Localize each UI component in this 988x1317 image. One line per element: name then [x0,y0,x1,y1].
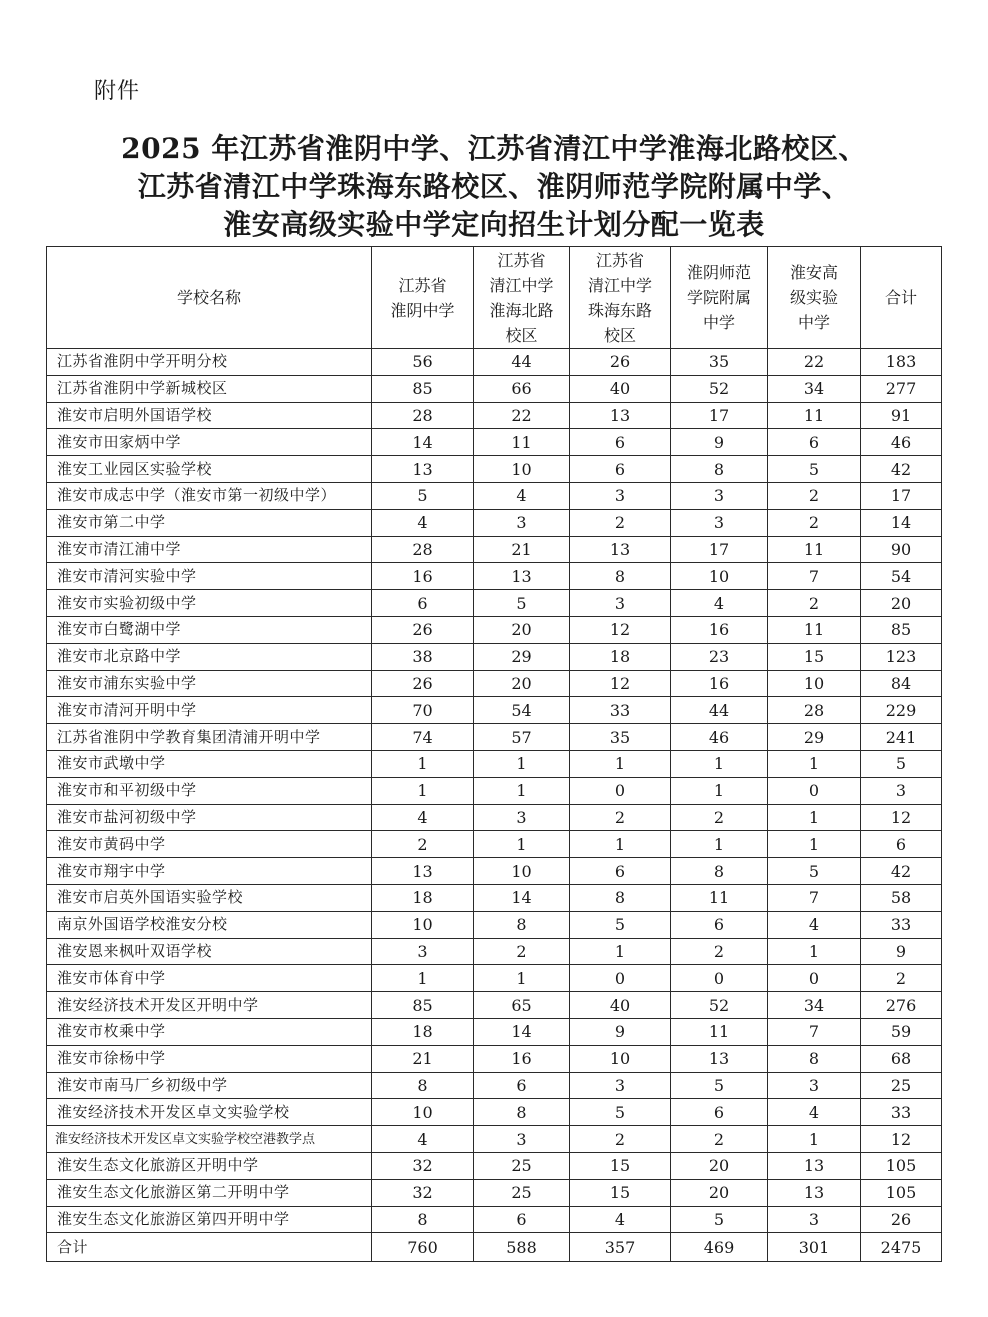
quota-cell: 3 [671,482,768,509]
total-label-cell: 合计 [47,1233,372,1262]
table-row [47,858,942,885]
quota-cell: 21 [372,1045,474,1072]
quota-cell: 57 [474,724,570,751]
quota-cell: 13 [474,563,570,590]
quota-cell: 1 [671,777,768,804]
quota-cell: 35 [570,724,671,751]
quota-cell: 0 [570,777,671,804]
quota-cell: 44 [671,697,768,724]
table-row [47,1018,942,1045]
quota-cell: 11 [768,616,861,643]
quota-cell: 5 [372,482,474,509]
quota-cell: 10 [474,456,570,483]
quota-cell: 3 [474,509,570,536]
quota-cell: 8 [474,1099,570,1126]
quota-cell: 16 [671,616,768,643]
quota-cell: 70 [372,697,474,724]
quota-cell: 46 [671,724,768,751]
quota-cell: 17 [671,402,768,429]
quota-cell: 12 [861,1126,942,1153]
quota-cell: 32 [372,1152,474,1179]
quota-cell: 5 [570,911,671,938]
quota-cell: 42 [861,456,942,483]
quota-cell: 8 [372,1072,474,1099]
school-name-cell: 淮安市实验初级中学 [47,590,372,617]
quota-cell: 0 [768,965,861,992]
quota-cell: 17 [671,536,768,563]
quota-cell: 6 [671,1099,768,1126]
quota-cell: 229 [861,697,942,724]
quota-cell: 6 [570,456,671,483]
school-name-cell: 淮安市田家炳中学 [47,429,372,456]
quota-cell: 1 [474,777,570,804]
quota-cell: 18 [372,884,474,911]
quota-cell: 2 [474,938,570,965]
school-name-cell: 江苏省淮阴中学教育集团清浦开明中学 [47,724,372,751]
document-title [60,130,928,244]
quota-cell: 35 [671,349,768,376]
quota-cell: 90 [861,536,942,563]
quota-cell: 6 [570,429,671,456]
quota-cell: 13 [570,402,671,429]
quota-cell: 7 [768,563,861,590]
quota-cell: 66 [474,375,570,402]
quota-cell: 2 [570,509,671,536]
quota-cell: 2 [768,509,861,536]
school-name-cell: 淮安市盐河初级中学 [47,804,372,831]
quota-cell: 10 [570,1045,671,1072]
quota-cell: 0 [570,965,671,992]
quota-cell: 11 [671,1018,768,1045]
table-row [47,349,942,376]
table-row [47,965,942,992]
table-row [47,402,942,429]
school-name-cell: 淮安市黄码中学 [47,831,372,858]
school-name-cell: 淮安恩来枫叶双语学校 [47,938,372,965]
quota-cell: 91 [861,402,942,429]
school-name-cell: 淮安市清河开明中学 [47,697,372,724]
quota-cell: 8 [372,1206,474,1233]
school-name-cell: 淮安生态文化旅游区第二开明中学 [47,1179,372,1206]
quota-cell: 52 [671,375,768,402]
header-hynu-affiliated: 淮阴师范 学院附属 中学 [671,247,768,349]
quota-cell: 4 [570,1206,671,1233]
quota-cell: 28 [372,402,474,429]
table-row [47,1126,942,1153]
quota-cell: 14 [861,509,942,536]
quota-cell: 5 [861,750,942,777]
quota-cell: 52 [671,992,768,1019]
quota-cell: 5 [671,1072,768,1099]
school-name-cell: 淮安市和平初级中学 [47,777,372,804]
table-row [47,616,942,643]
school-name-cell: 淮安市徐杨中学 [47,1045,372,1072]
quota-cell: 25 [861,1072,942,1099]
quota-cell: 276 [861,992,942,1019]
quota-cell: 28 [372,536,474,563]
quota-cell: 14 [372,429,474,456]
school-name-cell: 淮安经济技术开发区卓文实验学校空港教学点 [47,1126,372,1153]
quota-cell: 34 [768,992,861,1019]
table-row [47,375,942,402]
quota-cell: 38 [372,643,474,670]
quota-cell: 8 [671,456,768,483]
quota-cell: 15 [570,1152,671,1179]
quota-cell: 14 [474,1018,570,1045]
header-huaiyin: 江苏省 淮阴中学 [372,247,474,349]
quota-cell: 22 [768,349,861,376]
quota-cell: 5 [474,590,570,617]
school-name-cell: 淮安市北京路中学 [47,643,372,670]
quota-cell: 3 [671,509,768,536]
quota-cell: 33 [570,697,671,724]
title-line-2: 江苏省清江中学珠海东路校区、淮阴师范学院附属中学、 [137,170,851,203]
quota-cell: 65 [474,992,570,1019]
quota-cell: 16 [372,563,474,590]
quota-cell: 6 [861,831,942,858]
quota-cell: 6 [474,1072,570,1099]
quota-cell: 9 [570,1018,671,1045]
quota-cell: 8 [570,884,671,911]
table-row [47,429,942,456]
quota-cell: 10 [671,563,768,590]
quota-cell: 1 [372,750,474,777]
quota-cell: 5 [671,1206,768,1233]
quota-cell: 20 [474,616,570,643]
school-name-cell: 南京外国语学校淮安分校 [47,911,372,938]
quota-cell: 4 [372,804,474,831]
quota-cell: 123 [861,643,942,670]
quota-cell: 2 [372,831,474,858]
quota-cell: 46 [861,429,942,456]
quota-cell: 33 [861,1099,942,1126]
quota-cell: 2 [768,482,861,509]
quota-cell: 20 [671,1152,768,1179]
quota-cell: 26 [570,349,671,376]
quota-cell: 1 [768,804,861,831]
quota-cell: 13 [372,858,474,885]
table-row [47,750,942,777]
quota-cell: 13 [768,1179,861,1206]
quota-cell: 26 [372,616,474,643]
attachment-label: 附件 [94,79,141,104]
quota-cell: 241 [861,724,942,751]
quota-cell: 2 [861,965,942,992]
total-value-cell: 357 [570,1233,671,1262]
quota-cell: 42 [861,858,942,885]
school-name-cell: 淮安市清江浦中学 [47,536,372,563]
quota-cell: 33 [861,911,942,938]
quota-cell: 1 [768,831,861,858]
quota-cell: 15 [570,1179,671,1206]
school-name-cell: 江苏省淮阴中学开明分校 [47,349,372,376]
total-value-cell: 760 [372,1233,474,1262]
quota-cell: 44 [474,349,570,376]
quota-cell: 3 [474,1126,570,1153]
header-school-name: 学校名称 [47,247,372,349]
table-body [47,349,942,1262]
quota-cell: 3 [768,1206,861,1233]
total-value-cell: 301 [768,1233,861,1262]
quota-cell: 20 [474,670,570,697]
quota-cell: 8 [570,563,671,590]
school-name-cell: 淮安市翔宇中学 [47,858,372,885]
quota-cell: 277 [861,375,942,402]
quota-cell: 10 [372,911,474,938]
quota-cell: 3 [372,938,474,965]
quota-cell: 8 [768,1045,861,1072]
school-name-cell: 淮安生态文化旅游区开明中学 [47,1152,372,1179]
quota-cell: 1 [768,938,861,965]
school-name-cell: 淮安市启明外国语学校 [47,402,372,429]
quota-cell: 11 [671,884,768,911]
quota-cell: 6 [474,1206,570,1233]
quota-cell: 6 [570,858,671,885]
quota-cell: 4 [474,482,570,509]
quota-cell: 1 [474,831,570,858]
table-row [47,670,942,697]
table-row [47,1099,942,1126]
table-row [47,643,942,670]
quota-cell: 8 [671,858,768,885]
quota-cell: 10 [372,1099,474,1126]
quota-cell: 12 [570,616,671,643]
quota-cell: 2 [671,804,768,831]
quota-cell: 2 [570,804,671,831]
quota-cell: 11 [768,536,861,563]
quota-cell: 5 [768,858,861,885]
quota-cell: 1 [570,938,671,965]
quota-cell: 4 [372,509,474,536]
table-row [47,482,942,509]
quota-cell: 18 [372,1018,474,1045]
table-row [47,911,942,938]
quota-cell: 3 [474,804,570,831]
quota-cell: 1 [570,831,671,858]
quota-cell: 29 [474,643,570,670]
quota-cell: 1 [474,965,570,992]
quota-cell: 105 [861,1152,942,1179]
quota-cell: 18 [570,643,671,670]
quota-cell: 11 [474,429,570,456]
table-row [47,938,942,965]
quota-cell: 25 [474,1152,570,1179]
quota-cell: 54 [474,697,570,724]
quota-cell: 8 [474,911,570,938]
quota-cell: 12 [570,670,671,697]
school-name-cell: 淮安市启英外国语实验学校 [47,884,372,911]
quota-cell: 17 [861,482,942,509]
quota-cell: 4 [372,1126,474,1153]
table-row [47,777,942,804]
table-row [47,536,942,563]
quota-cell: 26 [861,1206,942,1233]
quota-cell: 6 [768,429,861,456]
quota-cell: 26 [372,670,474,697]
table-row [47,724,942,751]
school-name-cell: 淮安市体育中学 [47,965,372,992]
header-qingjiang-zhuhai: 江苏省 清江中学 珠海东路 校区 [570,247,671,349]
school-name-cell: 江苏省淮阴中学新城校区 [47,375,372,402]
quota-cell: 2 [671,938,768,965]
school-name-cell: 淮安市南马厂乡初级中学 [47,1072,372,1099]
school-name-cell: 淮安市第二中学 [47,509,372,536]
school-name-cell: 淮安生态文化旅游区第四开明中学 [47,1206,372,1233]
quota-cell: 58 [861,884,942,911]
table-row [47,456,942,483]
school-name-cell: 淮安市武墩中学 [47,750,372,777]
quota-cell: 105 [861,1179,942,1206]
quota-cell: 2 [570,1126,671,1153]
quota-cell: 25 [474,1179,570,1206]
quota-cell: 16 [474,1045,570,1072]
quota-cell: 9 [861,938,942,965]
table-row [47,1152,942,1179]
quota-cell: 13 [768,1152,861,1179]
quota-cell: 1 [671,750,768,777]
quota-cell: 2 [671,1126,768,1153]
quota-cell: 16 [671,670,768,697]
quota-cell: 6 [372,590,474,617]
table-row [47,1206,942,1233]
quota-cell: 34 [768,375,861,402]
quota-cell: 23 [671,643,768,670]
quota-cell: 14 [474,884,570,911]
header-huaian-senior: 淮安高 级实验 中学 [768,247,861,349]
quota-cell: 84 [861,670,942,697]
quota-cell: 74 [372,724,474,751]
quota-cell: 10 [474,858,570,885]
quota-cell: 1 [372,777,474,804]
table-row [47,1072,942,1099]
table-row [47,1045,942,1072]
quota-cell: 1 [671,831,768,858]
quota-cell: 56 [372,349,474,376]
quota-cell: 20 [671,1179,768,1206]
quota-cell: 1 [768,750,861,777]
quota-cell: 40 [570,375,671,402]
quota-cell: 28 [768,697,861,724]
school-name-cell: 淮安经济技术开发区开明中学 [47,992,372,1019]
school-name-cell: 淮安经济技术开发区卓文实验学校 [47,1099,372,1126]
quota-cell: 3 [570,1072,671,1099]
quota-cell: 12 [861,804,942,831]
table-row [47,509,942,536]
quota-cell: 85 [861,616,942,643]
quota-cell: 20 [861,590,942,617]
quota-cell: 85 [372,992,474,1019]
quota-cell: 1 [372,965,474,992]
quota-cell: 5 [768,456,861,483]
quota-cell: 13 [570,536,671,563]
table-row [47,804,942,831]
quota-cell: 7 [768,1018,861,1045]
total-row [47,1233,942,1262]
quota-cell: 183 [861,349,942,376]
quota-cell: 1 [768,1126,861,1153]
table-row [47,1179,942,1206]
quota-cell: 29 [768,724,861,751]
quota-cell: 5 [570,1099,671,1126]
title-line-1: 2025 年江苏省淮阴中学、江苏省清江中学淮海北路校区、 [121,132,867,165]
title-line-3: 淮安高级实验中学定向招生计划分配一览表 [223,208,765,241]
quota-cell: 4 [671,590,768,617]
quota-cell: 9 [671,429,768,456]
quota-cell: 0 [671,965,768,992]
quota-cell: 32 [372,1179,474,1206]
quota-cell: 1 [570,750,671,777]
quota-cell: 11 [768,402,861,429]
school-name-cell: 淮安工业园区实验学校 [47,456,372,483]
table-header-row [47,247,942,349]
quota-cell: 21 [474,536,570,563]
total-value-cell: 2475 [861,1233,942,1262]
allocation-table [46,246,942,1262]
school-name-cell: 淮安市清河实验中学 [47,563,372,590]
table-row [47,884,942,911]
quota-cell: 3 [570,590,671,617]
header-qingjiang-huaihai: 江苏省 清江中学 淮海北路 校区 [474,247,570,349]
quota-cell: 85 [372,375,474,402]
quota-cell: 4 [768,1099,861,1126]
table-row [47,563,942,590]
quota-cell: 6 [671,911,768,938]
total-value-cell: 469 [671,1233,768,1262]
school-name-cell: 淮安市枚乘中学 [47,1018,372,1045]
quota-cell: 15 [768,643,861,670]
quota-cell: 7 [768,884,861,911]
quota-cell: 2 [768,590,861,617]
quota-cell: 3 [570,482,671,509]
quota-cell: 3 [861,777,942,804]
table-row [47,992,942,1019]
header-total: 合计 [861,247,942,349]
quota-cell: 40 [570,992,671,1019]
quota-cell: 0 [768,777,861,804]
table-row [47,590,942,617]
quota-cell: 68 [861,1045,942,1072]
total-value-cell: 588 [474,1233,570,1262]
table-row [47,831,942,858]
quota-cell: 3 [768,1072,861,1099]
quota-cell: 54 [861,563,942,590]
quota-cell: 22 [474,402,570,429]
school-name-cell: 淮安市成志中学（淮安市第一初级中学） [47,482,372,509]
table-row [47,697,942,724]
quota-cell: 59 [861,1018,942,1045]
quota-cell: 13 [671,1045,768,1072]
quota-cell: 1 [474,750,570,777]
quota-cell: 4 [768,911,861,938]
school-name-cell: 淮安市白鹭湖中学 [47,616,372,643]
school-name-cell: 淮安市浦东实验中学 [47,670,372,697]
quota-cell: 10 [768,670,861,697]
quota-cell: 13 [372,456,474,483]
